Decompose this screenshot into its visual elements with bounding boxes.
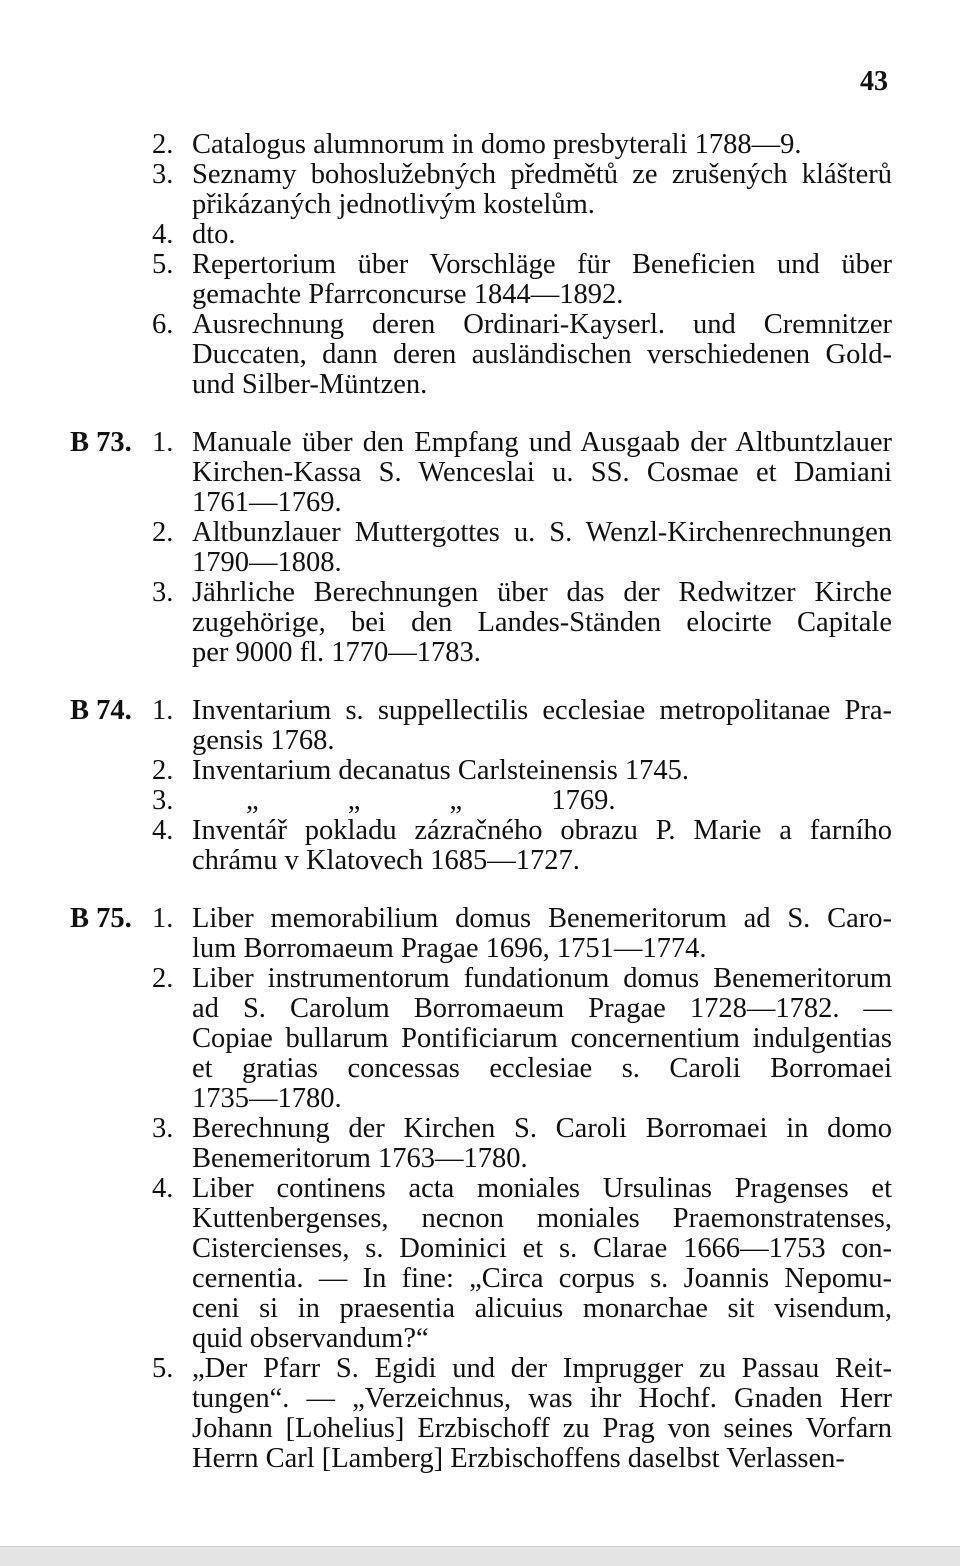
text-line: 1735—1780. (192, 1084, 342, 1114)
page-number: 43 (860, 66, 888, 97)
text-line: Cistercienses, s. Dominici et s. Clarae 1666—1753 con- (192, 1234, 892, 1264)
item-number: 2. (152, 517, 174, 548)
item-number: 5. (152, 1353, 174, 1384)
text-line: 1761—1769. (192, 488, 342, 518)
list-item (70, 786, 892, 816)
shelf-signature: B 74. (70, 695, 132, 726)
item-number: 2. (152, 129, 174, 160)
text-line: 1790—1808. (192, 548, 342, 578)
text-line: cernentia. — In fine: „Circa corpus s. Joannis Nepomu- (192, 1264, 892, 1294)
text-line: chrámu v Klatovech 1685—1727. (192, 846, 580, 876)
text-line: Duccaten, dann deren ausländischen verschiedenen Gold- (192, 340, 892, 370)
text-line: dto. (192, 220, 236, 250)
list-item (70, 130, 892, 160)
item-number: 4. (152, 1173, 174, 1204)
text-line: Inventarium s. suppellectilis ecclesiae metropolitanae Pra- (192, 696, 892, 726)
document-body (70, 130, 892, 1474)
list-item (70, 310, 892, 400)
text-line: ad S. Carolum Borromaeum Pragae 1728—1782. — (192, 994, 892, 1024)
text-line: Kirchen-Kassa S. Wenceslai u. SS. Cosmae et Damiani (192, 458, 892, 488)
item-number: 1. (152, 427, 174, 458)
list-item (70, 220, 892, 250)
list-item (70, 696, 892, 756)
text-line: Liber memorabilium domus Benemeritorum ad S. Caro- (192, 904, 892, 934)
list-item (70, 428, 892, 518)
item-number: 3. (152, 1113, 174, 1144)
list-item (70, 1354, 892, 1474)
text-line: et gratias concessas ecclesiae s. Caroli Borromaei (192, 1054, 892, 1084)
item-number: 2. (152, 963, 174, 994)
list-item (70, 1174, 892, 1354)
text-line: Herrn Carl [Lamberg] Erzbischoffens daselbst Verlassen- (192, 1444, 845, 1474)
item-number: 3. (152, 785, 174, 816)
text-line: „ „ „ 1769. (246, 786, 616, 816)
text-line: Catalogus alumnorum in domo presbyterali 1788—9. (192, 130, 802, 160)
list-item (70, 160, 892, 220)
shelf-signature: B 75. (70, 903, 132, 934)
text-line: Liber continens acta moniales Ursulinas Pragenses et (192, 1174, 892, 1204)
text-line: Repertorium über Vorschläge für Beneficien und über (192, 250, 892, 280)
text-line: Copiae bullarum Pontificiarum concernentium indulgentias (192, 1024, 892, 1054)
text-line: Jährliche Berechnungen über das der Redwitzer Kirche (192, 578, 892, 608)
text-line: Berechnung der Kirchen S. Caroli Borromaei in domo (192, 1114, 892, 1144)
text-line: Inventář pokladu zázračného obrazu P. Marie a farního (192, 816, 892, 846)
text-line: Benemeritorum 1763—1780. (192, 1144, 528, 1174)
item-number: 3. (152, 577, 174, 608)
item-number: 6. (152, 309, 174, 340)
text-line: Johann [Lohelius] Erzbischoff zu Prag von seines Vorfarn (192, 1414, 892, 1444)
text-line: Altbunzlauer Muttergottes u. S. Wenzl-Kirchenrechnungen (192, 518, 892, 548)
page-bottom-edge (0, 1546, 960, 1566)
list-item (70, 964, 892, 1114)
list-item (70, 756, 892, 786)
text-line: Manuale über den Empfang und Ausgaab der Altbuntzlauer (192, 428, 892, 458)
list-item (70, 904, 892, 964)
item-number: 4. (152, 219, 174, 250)
list-item (70, 1114, 892, 1174)
text-line: ceni si in praesentia alicuius monarchae sit visendum, (192, 1294, 892, 1324)
text-line: per 9000 fl. 1770—1783. (192, 638, 481, 668)
text-line: zugehörige, bei den Landes-Ständen elocirte Capitale (192, 608, 892, 638)
item-number: 4. (152, 815, 174, 846)
item-number: 1. (152, 903, 174, 934)
entry-group (70, 696, 892, 876)
item-number: 3. (152, 159, 174, 190)
text-line: quid observandum?“ (192, 1324, 429, 1354)
entry-group (70, 428, 892, 668)
text-line: gensis 1768. (192, 726, 335, 756)
shelf-signature: B 73. (70, 427, 132, 458)
entry-group (70, 130, 892, 400)
text-line: Inventarium decanatus Carlsteinensis 1745. (192, 756, 690, 786)
text-line: Ausrechnung deren Ordinari-Kayserl. und Cremnitzer (192, 310, 892, 340)
list-item (70, 816, 892, 876)
text-line: lum Borromaeum Pragae 1696, 1751—1774. (192, 934, 707, 964)
text-line: Liber instrumentorum fundationum domus Benemeritorum (192, 964, 892, 994)
text-line: gemachte Pfarrconcurse 1844—1892. (192, 280, 624, 310)
text-line: „Der Pfarr S. Egidi und der Imprugger zu Passau Reit- (192, 1354, 892, 1384)
text-line: und Silber-Müntzen. (192, 370, 428, 400)
text-line: přikázaných jednotlivým kostelům. (192, 190, 595, 220)
text-line: Kuttenbergenses, necnon moniales Praemonstratenses, (192, 1204, 892, 1234)
item-number: 2. (152, 755, 174, 786)
list-item (70, 250, 892, 310)
text-line: Seznamy bohoslužebných předmětů ze zrušených klášterů (192, 160, 892, 190)
entry-group (70, 904, 892, 1474)
item-number: 1. (152, 695, 174, 726)
list-item (70, 578, 892, 668)
text-line: tungen“. — „Verzeichnus, was ihr Hochf. Gnaden Herr (192, 1384, 892, 1414)
item-number: 5. (152, 249, 174, 280)
list-item (70, 518, 892, 578)
